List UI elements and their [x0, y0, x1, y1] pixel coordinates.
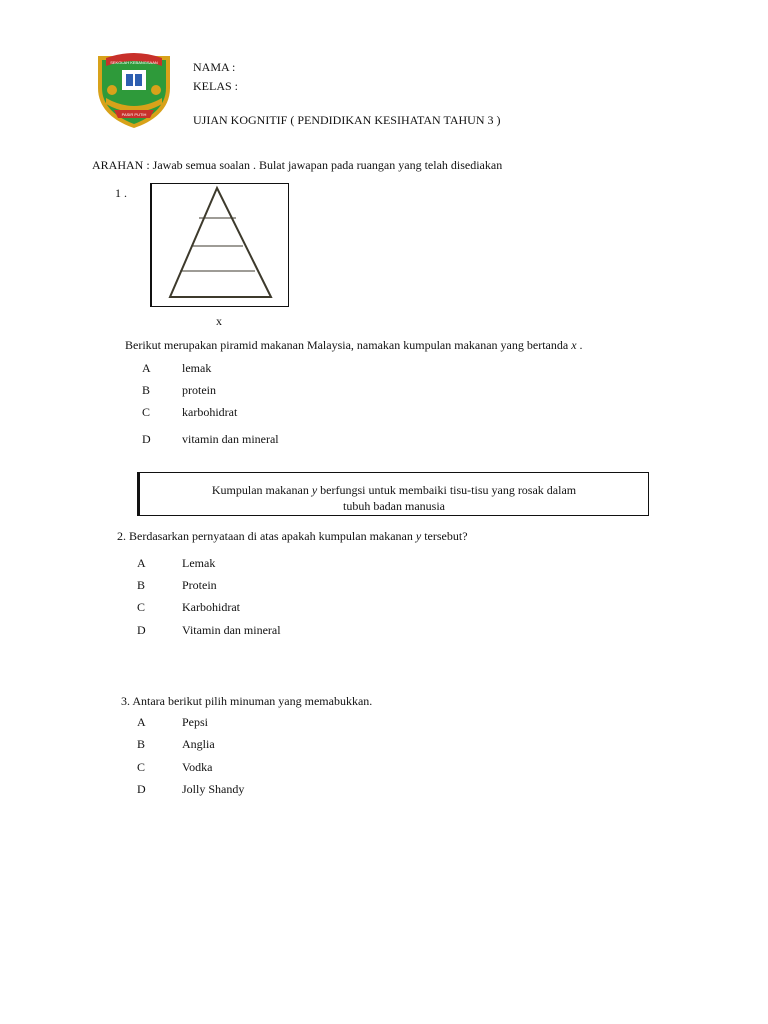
- q1-option-b-letter: B: [142, 383, 151, 397]
- q3-question: 3. Antara berikut pilih minuman yang memabukkan.: [121, 694, 373, 708]
- q3-option-c-text: Vodka: [182, 760, 213, 774]
- q1-option-a-letter: A: [142, 361, 151, 375]
- statement-line-1: [140, 484, 648, 496]
- q1-question: [125, 339, 583, 351]
- crest-banner-text: PASIR PUTIH: [121, 112, 147, 117]
- q3-option-a-text: Pepsi: [182, 715, 209, 729]
- q2-option-c-letter: C: [137, 600, 146, 614]
- q3-option-b-letter: B: [137, 737, 146, 751]
- statement-line-2: tubuh badan manusia: [343, 499, 445, 513]
- statement-var: y: [311, 483, 318, 497]
- statement-suffix: berfungsi untuk membaiki tisu-tisu yang rosak dalam: [317, 483, 577, 497]
- q2-question-suffix: tersebut?: [421, 529, 468, 543]
- q1-option-c-text: karbohidrat: [182, 405, 238, 419]
- q2-option-b-text: Protein: [182, 578, 217, 592]
- q2-question: [117, 530, 468, 542]
- statement-text: Kumpulan makanan: [211, 483, 312, 497]
- q2-option-d-letter: D: [137, 623, 146, 637]
- q2-option-c-text: Karbohidrat: [182, 600, 240, 614]
- q1-option-c-letter: C: [142, 405, 151, 419]
- q1-option-a-text: lemak: [182, 361, 212, 375]
- q1-option-d-text: vitamin dan mineral: [182, 432, 279, 446]
- q1-question-text: Berikut merupakan piramid makanan Malaysia, namakan kumpulan makanan yang bertanda: [125, 338, 572, 352]
- exam-title: UJIAN KOGNITIF ( PENDIDIKAN KESIHATAN TAHUN 3 ): [193, 113, 501, 127]
- q1-number: 1 .: [115, 186, 127, 200]
- crest-top-text: SEKOLAH KEBANGSAAN: [110, 60, 158, 65]
- food-pyramid-figure: [150, 183, 289, 307]
- q1-option-d-letter: D: [142, 432, 151, 446]
- figure-label-x: x: [216, 314, 222, 328]
- q2-option-a-text: Lemak: [182, 556, 216, 570]
- q1-option-b-text: protein: [182, 383, 216, 397]
- kelas-label: KELAS :: [193, 79, 238, 93]
- q3-option-b-text: Anglia: [182, 737, 215, 751]
- statement-box: [137, 472, 649, 516]
- q2-option-a-letter: A: [137, 556, 146, 570]
- q1-question-suffix: .: [576, 338, 583, 352]
- q3-option-d-letter: D: [137, 782, 146, 796]
- instruction-text: ARAHAN : Jawab semua soalan . Bulat jawapan pada ruangan yang telah disediakan: [92, 158, 503, 172]
- q3-option-c-letter: C: [137, 760, 146, 774]
- q2-question-text: 2. Berdasarkan pernyataan di atas apakah kumpulan makanan: [117, 529, 416, 543]
- school-crest-icon: [92, 48, 176, 130]
- q2-option-d-text: Vitamin dan mineral: [182, 623, 281, 637]
- q2-option-b-letter: B: [137, 578, 146, 592]
- q3-option-d-text: Jolly Shandy: [182, 782, 245, 796]
- q3-option-a-letter: A: [137, 715, 146, 729]
- q1-question-var: x: [571, 338, 577, 352]
- nama-label: NAMA :: [193, 60, 236, 74]
- q2-question-var: y: [415, 529, 422, 543]
